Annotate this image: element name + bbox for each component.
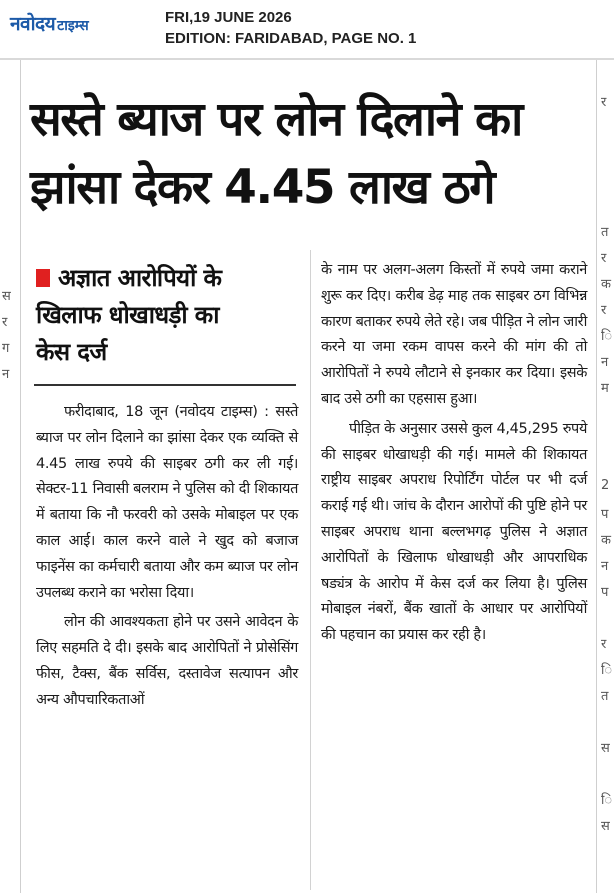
margin-fragment: क [601, 277, 611, 292]
margin-fragment: र [601, 95, 607, 110]
subheading-line-2: खिलाफ धोखाधड़ी का [36, 301, 219, 329]
margin-fragment: ि [601, 663, 613, 678]
edition-line: EDITION: FARIDABAD, PAGE NO. 1 [165, 30, 417, 47]
margin-fragment: ग [2, 341, 10, 356]
masthead-divider [0, 58, 614, 60]
brand-name: नवोदय [10, 13, 56, 35]
margin-fragment: ि [601, 329, 613, 344]
newspaper-logo [10, 10, 89, 36]
subheading-line-3: केस दर्ज [36, 338, 107, 366]
headline-line-1: सस्ते ब्याज पर लोन दिलाने का [30, 92, 522, 147]
masthead [0, 0, 614, 56]
subheading-divider [34, 384, 296, 386]
brand-subtitle: टाइम्स [57, 18, 89, 34]
margin-fragment: त [601, 225, 609, 240]
margin-fragment: म [601, 381, 609, 396]
margin-fragment: र [601, 251, 607, 266]
story-paragraph: लोन की आवश्यकता होने पर उसने आवेदन के लिए सहमति दे दी। इसके बाद आरोपितों ने प्रोसेसिंग फीस, टैक्स, बैंक सर्विस, दस्तावेज सत्यापन और अन्य औपचारिकताओं [36, 614, 298, 708]
story-paragraph: पीड़ित के अनुसार उससे कुल 4,45,295 रुपये की साइबर धोखाधड़ी की गई। मामले की शिकायत राष्ट्रीय साइबर अपराध रिपोर्टिंग पोर्टल पर भी दर्ज कराई गई थी। जांच के दौरान आरोपों की पुष्टि होने पर साइबर अपराध थाना बल्लभगढ़ पुलिस ने अज्ञात आरोपितों के खिलाफ धोखाधड़ी और आपराधिक षड्यंत्र के आरोप में केस दर्ज कर लिया है। पुलिस मोबाइल नंबरों, बैंक खातों के आधार पर आरोपियों की पहचान का प्रयास कर रही है। [321, 420, 587, 644]
story-column-1 [36, 400, 298, 714]
story-paragraph: फरीदाबाद, 18 जून (नवोदय टाइम्स) : सस्ते ब्याज पर लोन दिलाने का झांसा देकर एक व्यक्ति से 4.45 लाख रुपये की साइबर ठगी कर ली गई। सेक्टर-11 निवासी बलराम ने पुलिस को दी शिकायत में बताया कि नौ फरवरी को उसके मोबाइल पर एक काल आई। काल करने वाले ने खुद को बजाज फाइनेंस का कर्मचारी बताया और कम ब्याज पर लोन उपलब्ध कराने का भरोसा दिया। [36, 404, 298, 601]
story-column-2 [321, 258, 587, 649]
story-paragraph: के नाम पर अलग-अलग किस्तों में रुपये जमा कराने शुरू कर दिए। करीब डेढ़ माह तक साइबर ठग विभिन्न कारण बताकर रुपये लेते रहे। जब पीड़ित ने लोन जारी करने या जमा रकम वापस करने की मांग की तो आरोपितों ने रुपये लौटाने से इनकार कर दिया। इसके बाद उसे ठगी का एहसास हुआ। [321, 262, 587, 407]
margin-fragment: न [601, 355, 609, 370]
margin-fragment: स [601, 741, 610, 756]
margin-fragment: न [601, 559, 609, 574]
margin-fragment: न [2, 367, 10, 382]
margin-fragment: र [601, 303, 607, 318]
margin-fragment: र [601, 637, 607, 652]
date-line: FRI,19 JUNE 2026 [165, 9, 292, 26]
red-square-icon [36, 269, 50, 287]
column-divider [310, 250, 311, 890]
margin-fragment: 2 [601, 478, 610, 493]
left-column-rule [20, 60, 21, 893]
margin-fragment: प [601, 507, 609, 522]
margin-fragment: प [601, 585, 609, 600]
headline-line-2: झांसा देकर 4.45 लाख ठगे [30, 160, 495, 215]
subheading [36, 260, 298, 371]
headline [30, 86, 596, 222]
margin-fragment: ि [601, 793, 613, 808]
margin-fragment: क [601, 533, 611, 548]
margin-fragment: त [601, 689, 609, 704]
edition-info [165, 7, 416, 49]
margin-fragment: र [2, 315, 8, 330]
right-column-rule [596, 60, 597, 893]
margin-fragment: स [601, 819, 610, 834]
subheading-line-1: अज्ञात आरोपियों के [58, 264, 222, 292]
margin-fragment: स [2, 289, 11, 304]
